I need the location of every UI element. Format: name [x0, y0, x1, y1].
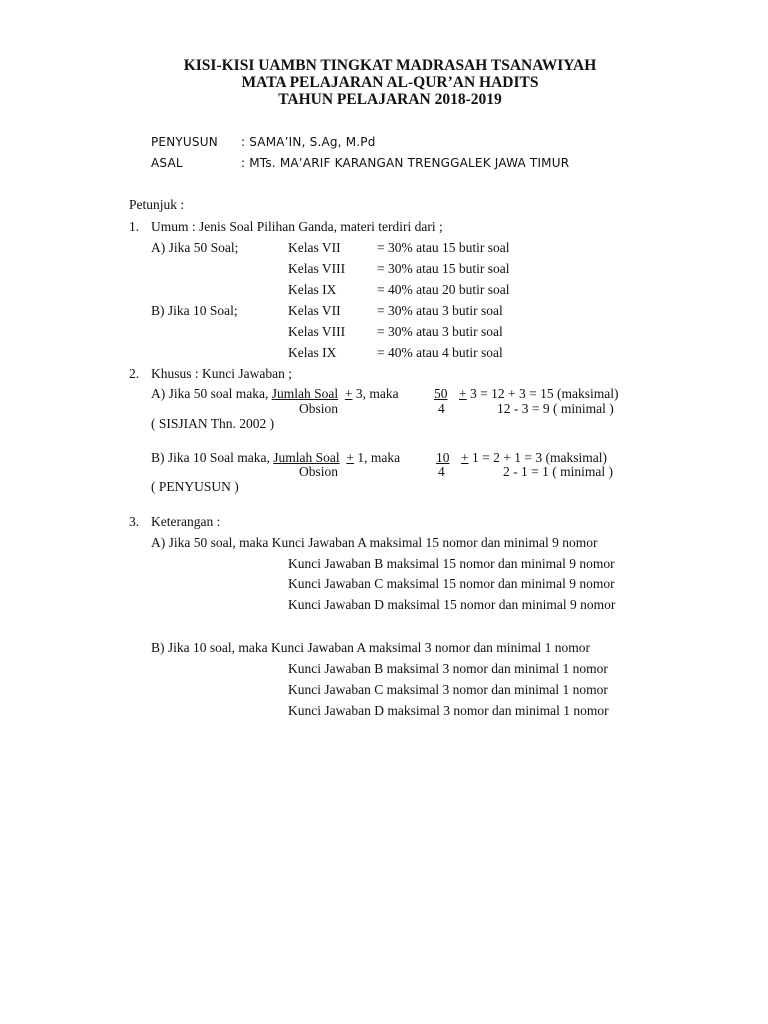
asal-value: : MTs. MA’ARIF KARANGAN TRENGGALEK JAWA TIMUR: [241, 156, 570, 170]
formula-a-plusminus: +: [344, 386, 353, 401]
section-2-number: 2.: [129, 366, 140, 381]
section-3-number: 3.: [129, 514, 140, 529]
group-a-kelas-3: Kelas IX: [288, 282, 337, 297]
formula-a-mid: 3, maka: [352, 386, 399, 401]
section-1-number: 1.: [129, 219, 140, 234]
formula-a-n-denominator: 4: [438, 401, 445, 416]
keterangan-a-line-1: A) Jika 50 soal, maka Kunci Jawaban A maksimal 15 nomor dan minimal 9 nomor: [151, 535, 598, 550]
formula-b-denominator: Obsion: [299, 464, 339, 479]
group-a-value-1: = 30% atau 15 butir soal: [377, 240, 510, 255]
formula-b-prefix: B) Jika 10 Soal maka,: [151, 450, 274, 465]
formula-a-denominator: Obsion: [299, 401, 339, 416]
penyusun-label: PENYUSUN: [151, 135, 218, 149]
keterangan-a-line-4: Kunci Jawaban D maksimal 15 nomor dan minimal 9 nomor: [288, 597, 616, 612]
group-b-label: B) Jika 10 Soal;: [151, 303, 238, 318]
section-2-heading: Khusus : Kunci Jawaban ;: [151, 366, 292, 381]
asal-label: ASAL: [151, 156, 183, 170]
keterangan-b-line-2: Kunci Jawaban B maksimal 3 nomor dan minimal 1 nomor: [288, 661, 608, 676]
group-a-kelas-2: Kelas VIII: [288, 261, 346, 276]
group-a-label: A) Jika 50 Soal;: [151, 240, 239, 255]
title-line-2: MATA PELAJARAN AL-QUR’AN HADITS: [241, 74, 539, 91]
title-line-3: TAHUN PELAJARAN 2018-2019: [278, 91, 502, 108]
section-3-heading: Keterangan :: [151, 514, 221, 529]
formula-b-n-denominator: 4: [438, 464, 445, 479]
formula-b-n-numerator: 10: [436, 450, 450, 465]
group-b-value-1: = 30% atau 3 butir soal: [377, 303, 503, 318]
formula-b-plusminus-2: +: [461, 450, 469, 465]
keterangan-b-line-4: Kunci Jawaban D maksimal 3 nomor dan minimal 1 nomor: [288, 703, 609, 718]
formula-a-n-numerator: 50: [434, 386, 448, 401]
group-a-value-3: = 40% atau 20 butir soal: [377, 282, 510, 297]
formula-a-min: 12 - 3 = 9 ( minimal ): [497, 401, 614, 416]
formula-b-source: ( PENYUSUN ): [151, 479, 239, 494]
formula-a-max: [459, 387, 618, 401]
group-a-kelas-1: Kelas VII: [288, 240, 341, 255]
group-b-value-3: = 40% atau 4 butir soal: [377, 345, 503, 360]
formula-b-max-text: 1 = 2 + 1 = 3 (maksimal): [468, 450, 607, 465]
formula-b-mid: 1, maka: [353, 450, 401, 465]
formula-a-line: [151, 387, 399, 401]
group-b-value-2: = 30% atau 3 butir soal: [377, 324, 503, 339]
group-a-value-2: = 30% atau 15 butir soal: [377, 261, 510, 276]
group-b-kelas-2: Kelas VIII: [288, 324, 346, 339]
formula-b-min: 2 - 1 = 1 ( minimal ): [503, 464, 613, 479]
keterangan-a-line-3: Kunci Jawaban C maksimal 15 nomor dan minimal 9 nomor: [288, 576, 615, 591]
formula-b-max: [461, 451, 607, 465]
group-b-kelas-3: Kelas IX: [288, 345, 337, 360]
formula-a-prefix: A) Jika 50 soal maka,: [151, 386, 272, 401]
formula-b-numerator: Jumlah Soal: [273, 450, 340, 465]
group-b-kelas-1: Kelas VII: [288, 303, 341, 318]
keterangan-b-line-1: B) Jika 10 soal, maka Kunci Jawaban A maksimal 3 nomor dan minimal 1 nomor: [151, 640, 591, 655]
section-1-heading: Umum : Jenis Soal Pilihan Ganda, materi terdiri dari ;: [151, 219, 443, 234]
formula-a-plusminus-2: +: [459, 386, 467, 401]
formula-b-line: [151, 451, 400, 465]
keterangan-a-line-2: Kunci Jawaban B maksimal 15 nomor dan minimal 9 nomor: [288, 556, 615, 571]
formula-a-source: ( SISJIAN Thn. 2002 ): [151, 416, 275, 431]
formula-a-numerator: Jumlah Soal: [271, 386, 339, 401]
petunjuk-label: Petunjuk :: [129, 197, 185, 212]
title-line-1: KISI-KISI UAMBN TINGKAT MADRASAH TSANAWIYAH: [183, 57, 597, 74]
keterangan-b-line-3: Kunci Jawaban C maksimal 3 nomor dan minimal 1 nomor: [288, 682, 608, 697]
formula-a-max-text: 3 = 12 + 3 = 15 (maksimal): [466, 386, 619, 401]
penyusun-value: : SAMA’IN, S.Ag, M.Pd: [241, 135, 376, 149]
formula-b-plusminus: +: [346, 450, 354, 465]
